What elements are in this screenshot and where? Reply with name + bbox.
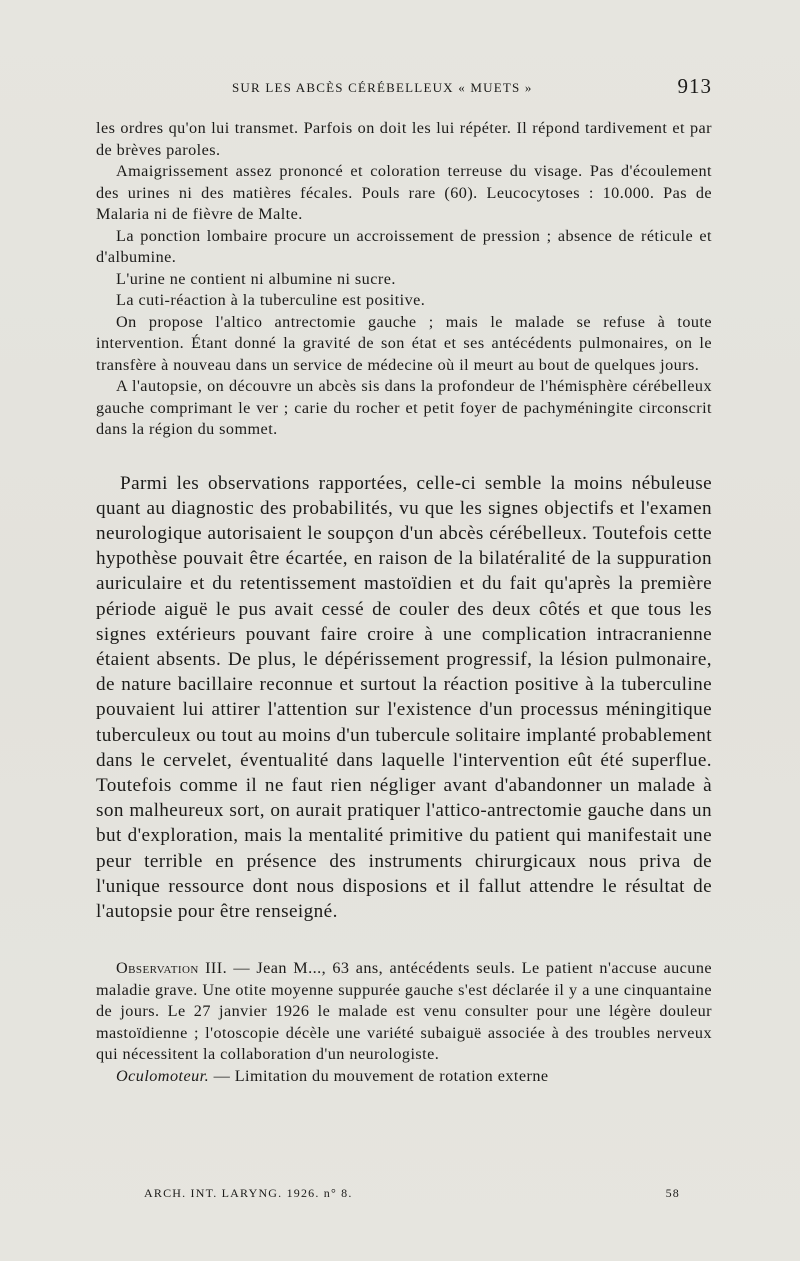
case-continuation (96, 118, 712, 441)
observation-paragraph (96, 958, 712, 1066)
case-paragraph: L'urine ne contient ni albumine ni sucre. (116, 269, 396, 288)
discussion-section (96, 471, 712, 925)
page-number: 913 (677, 74, 712, 98)
page-header (96, 74, 712, 104)
case-paragraph: On propose l'altico antrectomie gauche ; mais le malade se refuse à toute intervention. Étant donné la gravité de son état et ses antécédents pulmonaires, on le transfère à nouveau dans un service de médecine où il meurt au bout de quelques jours. (96, 312, 712, 374)
case-paragraph: La ponction lombaire procure un accroissement de pression ; absence de réticule et d'albumine. (96, 226, 712, 266)
running-title: SUR LES ABCÈS CÉRÉBELLEUX « MUETS » (232, 80, 533, 95)
case-paragraph: les ordres qu'on lui transmet. Parfois on doit les lui répéter. Il répond tardivement et par de brèves paroles. (96, 119, 712, 159)
case-paragraph: A l'autopsie, on découvre un abcès sis dans la profondeur de l'hémisphère cérébelleux gauche comprimant le ver ; carie du rocher et petit foyer de pachyméningite circonscrit dans la région du sommet. (96, 377, 712, 438)
case-paragraph: Amaigrissement assez prononcé et coloration terreuse du visage. Pas d'écoulement des urines ni des matières fécales. Pouls rare (60). Leucocytoses : 10.000. Pas de Malaria ni de fièvre de Malte. (96, 162, 712, 223)
case-paragraph: La cuti-réaction à la tuberculine est positive. (116, 291, 426, 309)
journal-reference: ARCH. INT. LARYNG. 1926. n° 8. (144, 1186, 353, 1200)
discussion-paragraph: Parmi les observations rapportées, celle-ci semble la moins nébuleuse quant au diagnostic des probabilités, vu que les signes objectifs et l'examen neurologique autorisaient le soupçon d'un abcès cérébelleux. Toutefois cette hypothèse pouvait être écartée, en raison de la bilatéralité de la suppuration auriculaire et du retentissement mastoïdien et du fait qu'après la première période aiguë le pus avait cessé de couler des deux côtés et que tous les signes extérieurs pouvant faire croire à une complication intracranienne étaient absents. De plus, le dépérissement progressif, la lésion pulmonaire, de nature bacillaire reconnue et surtout la réaction positive à la tuberculine pouvaient lui attirer l'attention sur l'existence d'un processus méningitique tuberculeux ou tout au moins d'un tubercule solitaire implanté probablement dans le cervelet, éventualité dans laquelle l'intervention eût été superflue. Toutefois comme il ne faut rien négliger avant d'abandonner un malade à son malheureux sort, on aurait pratiquer l'attico-antrectomie gauche dans un but d'exploration, mais la mentalité primitive du patient qui manifestait une peur terrible en présence des instruments chirurgicaux nous priva de l'unique ressource dont nous disposions et il fallut attendre le résultat de l'autopsie pour être renseigné. (96, 472, 712, 922)
page-footer (144, 1186, 680, 1206)
observation-subparagraph (96, 1066, 712, 1088)
sheet-number: 58 (665, 1186, 680, 1200)
observation-subheading: Oculomoteur. (116, 1066, 210, 1085)
observation-subtext: — Limitation du mouvement de rotation externe (209, 1066, 549, 1085)
observation-label: Observation III. (116, 959, 228, 978)
page-body (96, 118, 712, 1087)
observation-section (96, 958, 712, 1087)
observation-text: — Jean M..., 63 ans, antécédents seuls. Le patient n'accuse aucune maladie grave. Une otite moyenne suppurée gauche s'est déclarée il y a une cinquantaine de jours. Le 27 janvier 1926 le malade est venu consulter pour une légère douleur mastoïdienne ; l'otoscopie décèle une variété subaiguë associée à des troubles nerveux qui nécessitent la collaboration d'un neurologiste. (96, 959, 713, 1064)
